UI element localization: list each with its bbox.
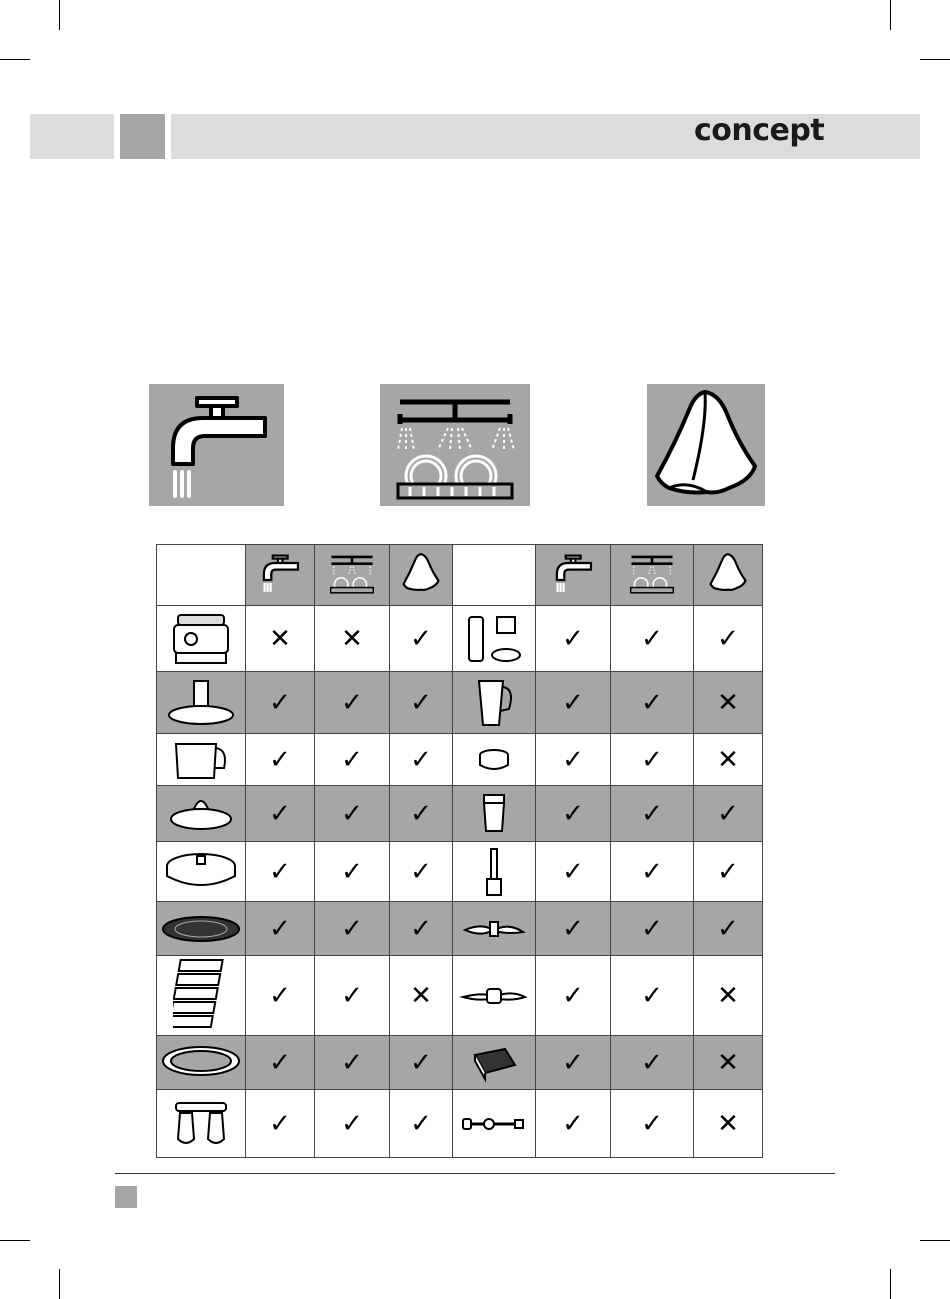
cell-mark: ✕ <box>390 956 453 1036</box>
cell-mark: ✓ <box>536 786 611 842</box>
whisk-attachment-image <box>453 1090 536 1158</box>
cell-mark: ✓ <box>246 956 315 1036</box>
cell-mark: ✓ <box>694 902 763 956</box>
disc-holder-image <box>157 842 246 902</box>
table-row <box>157 606 763 672</box>
cell-mark: ✓ <box>315 1090 390 1158</box>
cloth-icon <box>694 545 763 606</box>
care-table <box>156 544 763 1158</box>
crop-mark <box>59 1269 60 1299</box>
cell-mark: ✓ <box>611 902 694 956</box>
cell-mark: ✓ <box>390 606 453 672</box>
crop-mark <box>890 0 891 30</box>
cell-mark: ✓ <box>390 672 453 734</box>
cell-mark: ✕ <box>246 606 315 672</box>
table-header-row <box>157 545 763 606</box>
table-row <box>157 902 763 956</box>
cell-mark: ✓ <box>246 902 315 956</box>
cell-mark: ✓ <box>390 902 453 956</box>
table-row <box>157 1036 763 1090</box>
header-block-marker <box>120 114 165 159</box>
cell-mark: ✕ <box>694 672 763 734</box>
dishwasher-icon <box>315 545 390 606</box>
cell-mark: ✓ <box>536 1090 611 1158</box>
kneading-hooks-image <box>157 1090 246 1158</box>
crop-mark <box>0 59 30 60</box>
cell-mark: ✓ <box>536 1036 611 1090</box>
water-tap-icon <box>149 384 284 506</box>
dishwasher-icon <box>611 545 694 606</box>
grinder-blade-image <box>453 956 536 1036</box>
base-unit-image <box>157 606 246 672</box>
header-blank <box>453 545 536 606</box>
cell-mark: ✓ <box>390 842 453 902</box>
cell-mark: ✓ <box>536 902 611 956</box>
table-row <box>157 842 763 902</box>
cell-mark: ✓ <box>536 842 611 902</box>
cell-mark: ✓ <box>246 786 315 842</box>
cell-mark: ✓ <box>246 734 315 786</box>
cell-mark: ✓ <box>315 734 390 786</box>
cell-mark: ✓ <box>246 842 315 902</box>
table-row <box>157 786 763 842</box>
cell-mark: ✓ <box>315 672 390 734</box>
cell-mark: ✓ <box>246 1036 315 1090</box>
cell-mark: ✓ <box>246 672 315 734</box>
cell-mark: ✓ <box>611 734 694 786</box>
water-tap-icon <box>246 545 315 606</box>
header-blank <box>157 545 246 606</box>
chopping-blade-image <box>453 902 536 956</box>
crop-mark <box>920 59 950 60</box>
bowl-ring-image <box>157 1036 246 1090</box>
crop-mark <box>0 1240 30 1241</box>
cell-mark: ✓ <box>315 956 390 1036</box>
cloth-icon <box>647 384 765 506</box>
cell-mark: ✕ <box>315 606 390 672</box>
cell-mark: ✓ <box>315 902 390 956</box>
cell-mark: ✓ <box>694 606 763 672</box>
table-row <box>157 956 763 1036</box>
cell-mark: ✓ <box>611 786 694 842</box>
cell-mark: ✓ <box>390 1036 453 1090</box>
blender-jug-image <box>453 672 536 734</box>
cell-mark: ✓ <box>536 956 611 1036</box>
emulsifying-disc-image <box>157 902 246 956</box>
cell-mark: ✓ <box>536 606 611 672</box>
cell-mark: ✓ <box>611 606 694 672</box>
cell-mark: ✓ <box>611 1036 694 1090</box>
table-row <box>157 1090 763 1158</box>
cell-mark: ✓ <box>694 786 763 842</box>
drive-shaft-image <box>453 842 536 902</box>
cell-mark: ✕ <box>694 1090 763 1158</box>
footer-rule <box>115 1173 835 1174</box>
table-row <box>157 672 763 734</box>
dishwasher-icon <box>380 384 530 506</box>
citrus-press-image <box>157 786 246 842</box>
cell-mark: ✕ <box>694 1036 763 1090</box>
cell-mark: ✓ <box>611 842 694 902</box>
work-bowl-image <box>157 734 246 786</box>
cell-mark: ✓ <box>390 786 453 842</box>
cell-mark: ✓ <box>315 786 390 842</box>
cell-mark: ✓ <box>611 1090 694 1158</box>
cell-mark: ✕ <box>694 734 763 786</box>
dicing-grid-image <box>453 1036 536 1090</box>
cell-mark: ✓ <box>536 672 611 734</box>
grinder-set-image <box>453 606 536 672</box>
cutting-inserts-image <box>157 956 246 1036</box>
cell-mark: ✓ <box>694 842 763 902</box>
cell-mark: ✕ <box>694 956 763 1036</box>
table-row <box>157 734 763 786</box>
cell-mark: ✓ <box>390 734 453 786</box>
crop-mark <box>890 1269 891 1299</box>
crop-mark <box>59 0 60 30</box>
water-tap-icon <box>536 545 611 606</box>
cell-mark: ✓ <box>611 672 694 734</box>
bowl-lid-image <box>157 672 246 734</box>
brand-logo: concept <box>694 113 825 148</box>
footer-marker <box>115 1186 137 1208</box>
grinder-cup-image <box>453 786 536 842</box>
header-block-left <box>30 114 114 159</box>
cell-mark: ✓ <box>390 1090 453 1158</box>
seal-ring-image <box>453 734 536 786</box>
cell-mark: ✓ <box>246 1090 315 1158</box>
cell-mark: ✓ <box>611 956 694 1036</box>
crop-mark <box>920 1240 950 1241</box>
cloth-icon <box>390 545 453 606</box>
cell-mark: ✓ <box>536 734 611 786</box>
cell-mark: ✓ <box>315 842 390 902</box>
cell-mark: ✓ <box>315 1036 390 1090</box>
